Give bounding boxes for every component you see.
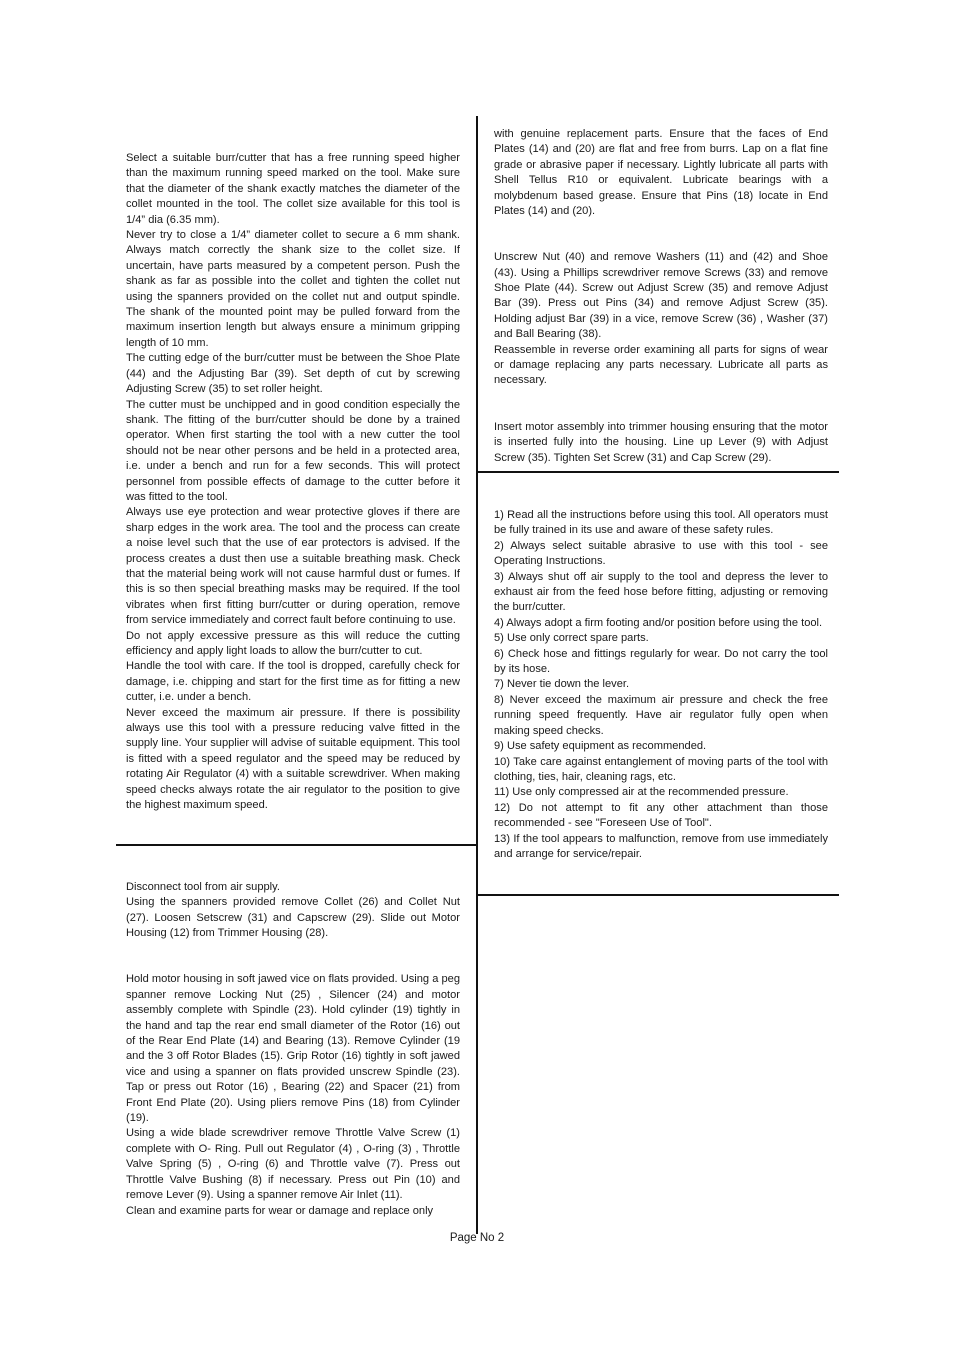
paragraph: Reassemble in reverse order examining all parts for signs of wear or damage replacing any parts necessary. Lubricate all parts as necessary. — [494, 343, 828, 387]
list-item: 3) Always shut off air supply to the tool and depress the lever to exhaust air from the feed hose before fitting, adjusting or removing the burr/cutter. — [494, 570, 828, 614]
paragraph: Clean and examine parts for wear or damage and replace only — [126, 1204, 434, 1217]
dismantling-instructions — [126, 880, 460, 1219]
safety-rules — [494, 508, 828, 862]
paragraph: with genuine replacement parts. Ensure that the faces of End Plates (14) and (20) are flat and free from burrs. Lap on a flat fine grade or abrasive paper if necessary. Lightly lubricate all parts with Shell Tellus R10 or equivalent. Lubricate bearings with a molybdenum based grease. Ensure that Pins (18) locate in End Plates (14) and (20). — [494, 128, 828, 218]
list-item: 10) Take care against entanglement of moving parts of the tool with clothing, ties, hair, cleaning rags, etc. — [494, 755, 828, 783]
list-item: 13) If the tool appears to malfunction, remove from use immediately and arrange for service/repair. — [494, 832, 828, 860]
list-item: 9) Use safety equipment as recommended. — [494, 740, 707, 753]
paragraph: Using a wide blade screwdriver remove Throttle Valve Screw (1) complete with O- Ring. Pull out Regulator (4) , O-ring (3) , Throttle Valve Spring (5) , O-ring (6) and Throttle valve (7). Press out Throttle Valve Bushing (8) if necessary. Press out Pin (10) and remove Lever (9). Using a spanner remove Air Inlet (11). — [126, 1127, 460, 1202]
paragraph: Do not apply excessive pressure as this will reduce the cutting efficiency and apply light loads to allow the burr/cutter to cut. — [126, 629, 460, 657]
list-item: 5) Use only correct spare parts. — [494, 632, 649, 645]
section-rule-left — [116, 844, 476, 846]
list-item: 1) Read all the instructions before using this tool. All operators must be fully trained in its use and aware of these safety rules. — [494, 509, 828, 537]
paragraph: Unscrew Nut (40) and remove Washers (11) and (42) and Shoe (43). Using a Phillips screwdriver remove Screws (33) and remove Shoe Plate (44). Screw out Adjust Screw (35) and remove Adjust Bar (39). Press out Pins (34) and remove Adjust Screw (35). Holding adjust Bar (39) in a vice, remove Screw (36) , Washer (37) and Ball Bearing (38). — [494, 251, 828, 341]
section-rule-right-2 — [478, 894, 839, 896]
right-column-top — [494, 127, 828, 466]
paragraph: Select a suitable burr/cutter that has a free running speed higher than the maximum running speed marked on the tool. Make sure that the diameter of the shank exactly matches the diameter of the collet mounted in the tool. The collet size available for this tool is 1/4” dia (6.35 mm). — [126, 152, 460, 226]
section-rule-right-1 — [478, 471, 839, 473]
paragraph: Disconnect tool from air supply. — [126, 881, 280, 893]
list-item: 7) Never tie down the lever. — [494, 678, 630, 691]
list-item: 6) Check hose and fittings regularly for wear. Do not carry the tool by its hose. — [494, 647, 828, 676]
operating-instructions — [126, 151, 460, 813]
paragraph: Hold motor housing in soft jawed vice on flats provided. Using a peg spanner remove Locking Nut (25) , Silencer (24) and motor assembly complete with Spindle (23). Hold cylinder (19) tightly in the hand and tap the rear end small diameter of the Rotor (16) out of the Rear End Plate (14) and Bearing (13). Remove Cylinder (19 and the 3 off Rotor Blades (15). Grip Rotor (16) tightly in soft jawed vice and using a spanner on flats provided unscrew Spindle (23). Tap or press out Rotor (16) , Bearing (22) and Spacer (21) from Front End Plate (20). Using pliers remove Pins (18) from Cylinder (19). — [126, 973, 460, 1125]
paragraph: Always use eye protection and wear protective gloves if there are sharp edges in the work area. The tool and the process can create a noise level such that the use of ear protectors is advised. If the process creates a dust then use a suitable breathing mask. Check that the material being work will not cause harmful dust or fumes. If this is so then special breathing masks may be required. If the tool vibrates when first fitting burr/cutter or during operation, remove from service immediately and correct fault before continuing to use. — [126, 506, 460, 627]
list-item: 12) Do not attempt to fit any other attachment than those recommended - see "Foreseen Use of Tool". — [494, 801, 828, 830]
list-item: 8) Never exceed the maximum air pressure and check the free running speed frequently. Have air regulator fully open when making speed checks. — [494, 693, 828, 737]
paragraph: Insert motor assembly into trimmer housing ensuring that the motor is inserted fully into the housing. Line up Lever (9) with Adjust Screw (35). Tighten Set Screw (31) and Cap Screw (29). — [494, 420, 828, 464]
paragraph: Never exceed the maximum air pressure. If there is possibility always use this tool with a pressure reducing valve fitted in the supply line. Your supplier will advise of suitable equipment. This tool is fitted with a speed regulator and the speed may be reduced by rotating Air Regulator (4) with a suitable screwdriver. When making speed checks always rotate the air regulator to the position to give the highest maximum speed. — [126, 706, 460, 812]
page-number: Page No 2 — [449, 1232, 505, 1244]
paragraph: Using the spanners provided remove Collet (26) and Collet Nut (27). Loosen Setscrew (31) and Capscrew (29). Slide out Motor Housing (12) from Trimmer Housing (28). — [126, 896, 460, 940]
column-divider — [476, 116, 478, 1234]
list-item: 4) Always adopt a firm footing and/or position before using the tool. — [494, 616, 823, 629]
list-item: 11) Use only compressed air at the recommended pressure. — [494, 786, 789, 799]
paragraph: Handle the tool with care. If the tool is dropped, carefully check for damage, i.e. chipping and start for the first time as for fitting a new cutter, i.e. under a bench. — [126, 660, 460, 704]
paragraph: The cutter must be unchipped and in good condition especially the shank. The fitting of the burr/cutter should be done by a trained operator. When first starting the tool with a new cutter the tool should not be near other persons and be held in a protected area, i.e. under a bench and run for a few seconds. This will protect personnel from possible effects of damage to the cutter before it was fitted to the tool. — [126, 398, 460, 503]
list-item: 2) Always select suitable abrasive to use with this tool - see Operating Instructions. — [494, 539, 828, 568]
paragraph: Never try to close a 1/4” diameter collet to secure a 6 mm shank. Always match correctly the shank size to the collet size. If uncertain, have parts measured by a competent person. Push the shank as far as possible into the collet and tighten the collet nut using the spanners provided on the collet nut and output spindle. The shank of the mounted point may be pulled forward from the maximum insertion length but always ensure a minimum gripping length of 10 mm. — [126, 229, 460, 349]
paragraph: The cutting edge of the burr/cutter must be between the Shoe Plate (44) and the Adjusting Bar (39). Set depth of cut by screwing Adjusting Screw (35) to set roller height. — [126, 352, 460, 396]
